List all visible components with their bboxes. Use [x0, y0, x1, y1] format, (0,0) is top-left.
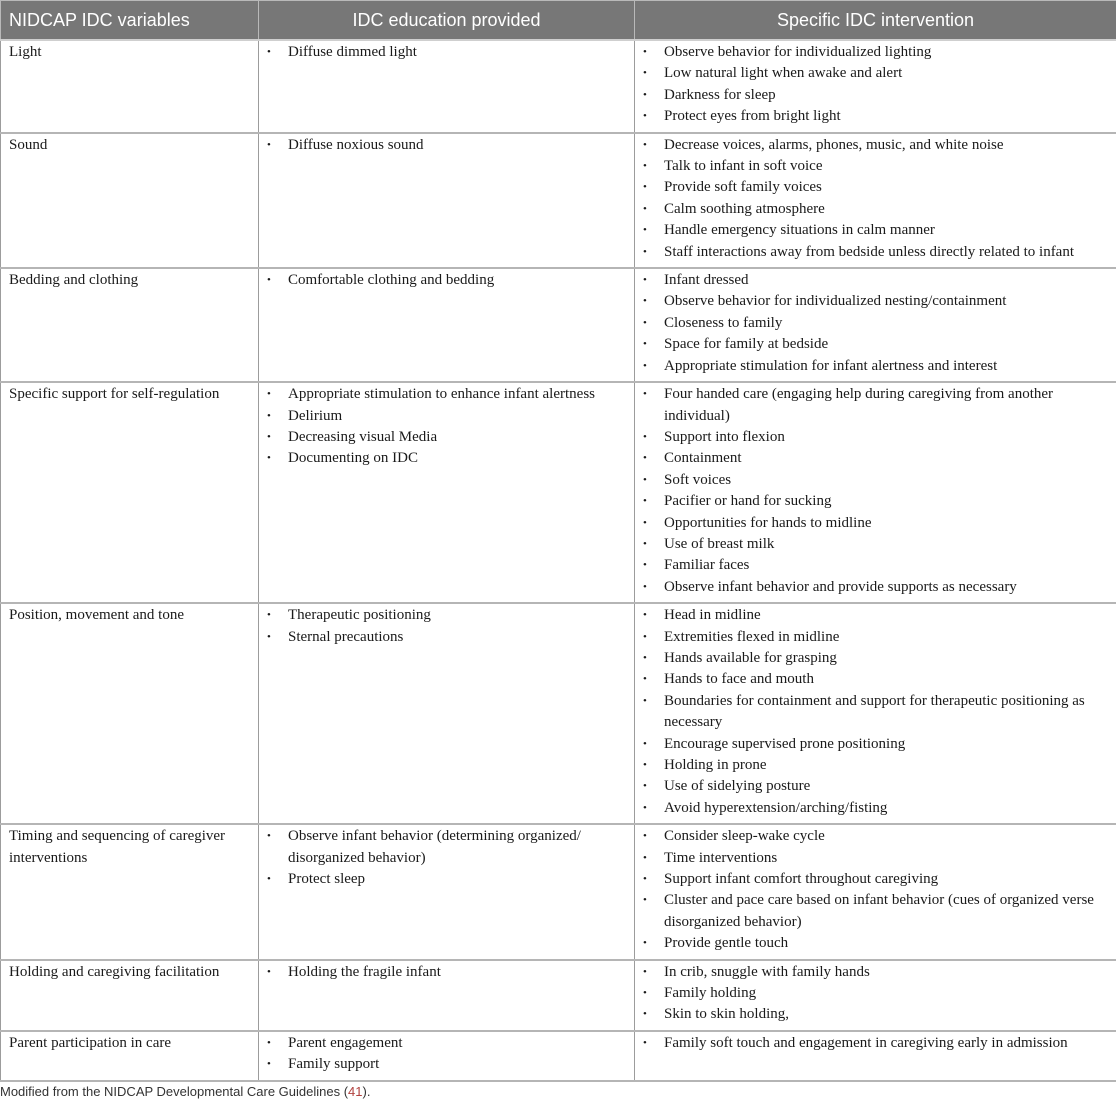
education-cell: [259, 960, 635, 1031]
intervention-cell: [635, 40, 1116, 133]
list-item: • Provide gentle touch: [643, 933, 1110, 954]
education-cell: [259, 268, 635, 382]
list-item: • Family holding: [643, 983, 1110, 1004]
list-item: • Documenting on IDC: [267, 448, 628, 469]
table-footnote: [0, 1084, 370, 1099]
list-item: • Provide soft family voices: [643, 177, 1110, 198]
list-item: • Decreasing visual Media: [267, 427, 628, 448]
list-item: • Use of breast milk: [643, 534, 1110, 555]
list-item: • Consider sleep-wake cycle: [643, 826, 1110, 847]
list-item: • Darkness for sleep: [643, 85, 1110, 106]
list-item: • Hands to face and mouth: [643, 669, 1110, 690]
list-item: • Soft voices: [643, 470, 1110, 491]
intervention-cell: [635, 382, 1116, 603]
education-cell: [259, 824, 635, 959]
variable-cell: Sound: [1, 133, 259, 268]
list-item: • Holding the fragile infant: [267, 962, 628, 983]
intervention-cell: [635, 268, 1116, 382]
list-item: • Observe infant behavior (determining organized/ disorganized behavior): [267, 826, 628, 869]
list-item: • Boundaries for containment and support for therapeutic positioning as necessary: [643, 691, 1110, 734]
variable-cell: Holding and caregiving facilitation: [1, 960, 259, 1031]
list-item: • Parent engagement: [267, 1033, 628, 1054]
variable-cell: Bedding and clothing: [1, 268, 259, 382]
list-item: • Family soft touch and engagement in caregiving early in admission: [643, 1033, 1110, 1054]
list-item: • Time interventions: [643, 848, 1110, 869]
list-item: • Space for family at bedside: [643, 334, 1110, 355]
list-item: • Hands available for grasping: [643, 648, 1110, 669]
table-row: [1, 268, 1116, 382]
education-cell: [259, 40, 635, 133]
list-item: • Cluster and pace care based on infant behavior (cues of organized verse disorganized behavior): [643, 890, 1110, 933]
table-row: [1, 960, 1116, 1031]
intervention-cell: [635, 824, 1116, 959]
list-item: • Comfortable clothing and bedding: [267, 270, 628, 291]
list-item: • Containment: [643, 448, 1110, 469]
list-item: • Extremities flexed in midline: [643, 627, 1110, 648]
list-item: • Sternal precautions: [267, 627, 628, 648]
education-cell: [259, 133, 635, 268]
list-item: • Staff interactions away from bedside unless directly related to infant: [643, 242, 1110, 263]
education-cell: [259, 603, 635, 824]
list-item: • Four handed care (engaging help during caregiving from another individual): [643, 384, 1110, 427]
intervention-cell: [635, 603, 1116, 824]
table-row: [1, 603, 1116, 824]
list-item: • Pacifier or hand for sucking: [643, 491, 1110, 512]
list-item: • Support into flexion: [643, 427, 1110, 448]
list-item: • Delirium: [267, 406, 628, 427]
list-item: • Observe behavior for individualized lighting: [643, 42, 1110, 63]
variable-cell: Position, movement and tone: [1, 603, 259, 824]
variable-cell: Parent participation in care: [1, 1031, 259, 1081]
list-item: • Talk to infant in soft voice: [643, 156, 1110, 177]
list-item: • Protect sleep: [267, 869, 628, 890]
list-item: • Opportunities for hands to midline: [643, 513, 1110, 534]
list-item: • Avoid hyperextension/arching/fisting: [643, 798, 1110, 819]
list-item: • Calm soothing atmosphere: [643, 199, 1110, 220]
footnote-end: ).: [362, 1084, 371, 1099]
table-row: [1, 40, 1116, 133]
intervention-cell: [635, 960, 1116, 1031]
list-item: • Observe behavior for individualized nesting/containment: [643, 291, 1110, 312]
list-item: • Decrease voices, alarms, phones, music, and white noise: [643, 135, 1110, 156]
intervention-cell: [635, 133, 1116, 268]
list-item: • Support infant comfort throughout caregiving: [643, 869, 1110, 890]
education-cell: [259, 1031, 635, 1081]
list-item: • In crib, snuggle with family hands: [643, 962, 1110, 983]
list-item: • Handle emergency situations in calm manner: [643, 220, 1110, 241]
table-row: [1, 133, 1116, 268]
list-item: • Skin to skin holding,: [643, 1004, 1110, 1025]
header-education: IDC education provided: [259, 1, 635, 41]
reference-link[interactable]: 41: [348, 1084, 363, 1099]
list-item: • Therapeutic positioning: [267, 605, 628, 626]
list-item: • Encourage supervised prone positioning: [643, 734, 1110, 755]
list-item: • Diffuse dimmed light: [267, 42, 628, 63]
list-item: • Appropriate stimulation for infant alertness and interest: [643, 356, 1110, 377]
list-item: • Head in midline: [643, 605, 1110, 626]
list-item: • Protect eyes from bright light: [643, 106, 1110, 127]
footnote-text: Modified from the NIDCAP Developmental Care Guidelines (: [0, 1084, 349, 1099]
list-item: • Use of sidelying posture: [643, 776, 1110, 797]
education-cell: [259, 382, 635, 603]
list-item: • Family support: [267, 1054, 628, 1075]
variable-cell: Light: [1, 40, 259, 133]
list-item: • Observe infant behavior and provide supports as necessary: [643, 577, 1110, 598]
table-row: [1, 1031, 1116, 1081]
list-item: • Low natural light when awake and alert: [643, 63, 1110, 84]
list-item: • Holding in prone: [643, 755, 1110, 776]
header-intervention: Specific IDC intervention: [635, 1, 1116, 41]
list-item: • Familiar faces: [643, 555, 1110, 576]
table-row: [1, 824, 1116, 959]
intervention-cell: [635, 1031, 1116, 1081]
variable-cell: Specific support for self-regulation: [1, 382, 259, 603]
list-item: • Infant dressed: [643, 270, 1110, 291]
variable-cell: Timing and sequencing of caregiver interventions: [1, 824, 259, 959]
header-variables: NIDCAP IDC variables: [1, 1, 259, 41]
header-row: [1, 1, 1116, 41]
list-item: • Diffuse noxious sound: [267, 135, 628, 156]
table-row: [1, 382, 1116, 603]
list-item: • Appropriate stimulation to enhance infant alertness: [267, 384, 628, 405]
list-item: • Closeness to family: [643, 313, 1110, 334]
